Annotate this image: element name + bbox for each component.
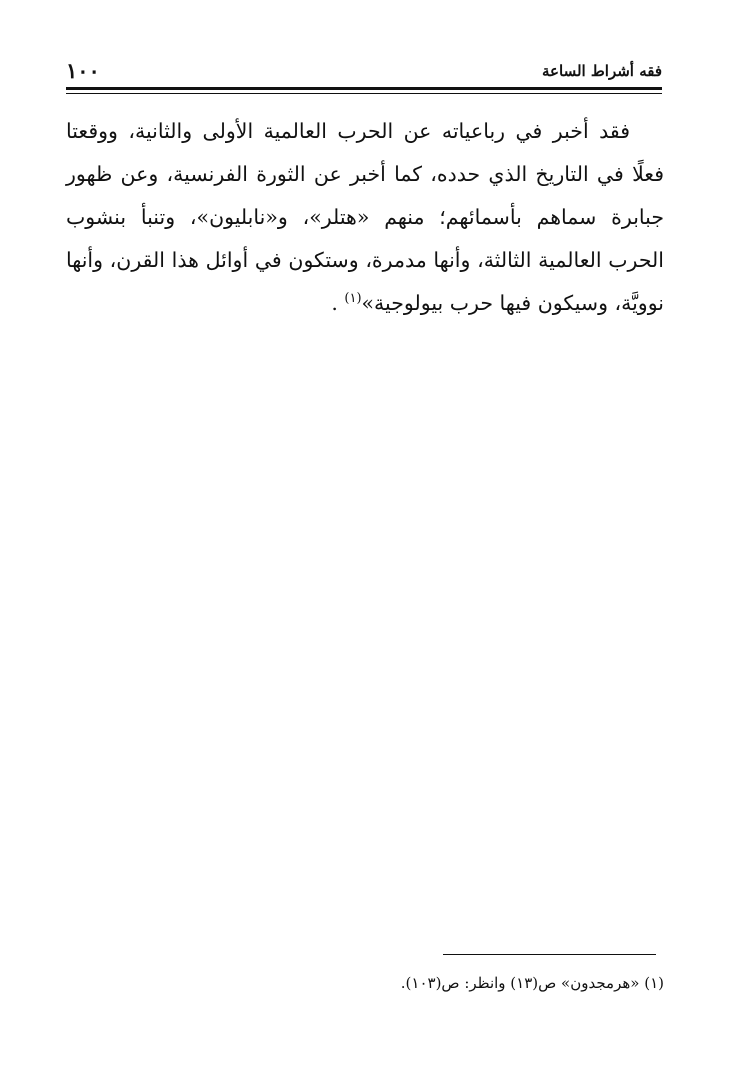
paragraph-ending: . <box>331 291 345 315</box>
paragraph-text: فقد أخبر في رباعياته عن الحرب العالمية الأولى والثانية، ووقعتا فعلًا في التاريخ الذي حدده، كما أخبر عن الثورة الفرنسية، وعن ظهور جبابرة سماهم بأسمائهم؛ منهم «هتلر»، و«نابليون»، وتنبأ بنشوب الحرب العالمية الثالثة، وأنها مدمرة، وستكون في أوائل هذا القرن، وأنها نوويَّة، وسيكون فيها حرب بيولوجية» <box>66 119 664 315</box>
footnote-separator <box>443 954 656 955</box>
header-rule-thick <box>66 87 662 90</box>
running-header <box>66 58 662 84</box>
book-title: فقه أشراط الساعة <box>542 62 662 80</box>
page-number: ١٠٠ <box>66 58 100 83</box>
body-paragraph <box>66 110 664 325</box>
footnote-marker: (١) <box>344 291 362 307</box>
footnote: (١) «هرمجدون» ص(١٣) وانظر: ص(١٠٣). <box>400 974 664 992</box>
header-rule-thin <box>66 93 662 94</box>
